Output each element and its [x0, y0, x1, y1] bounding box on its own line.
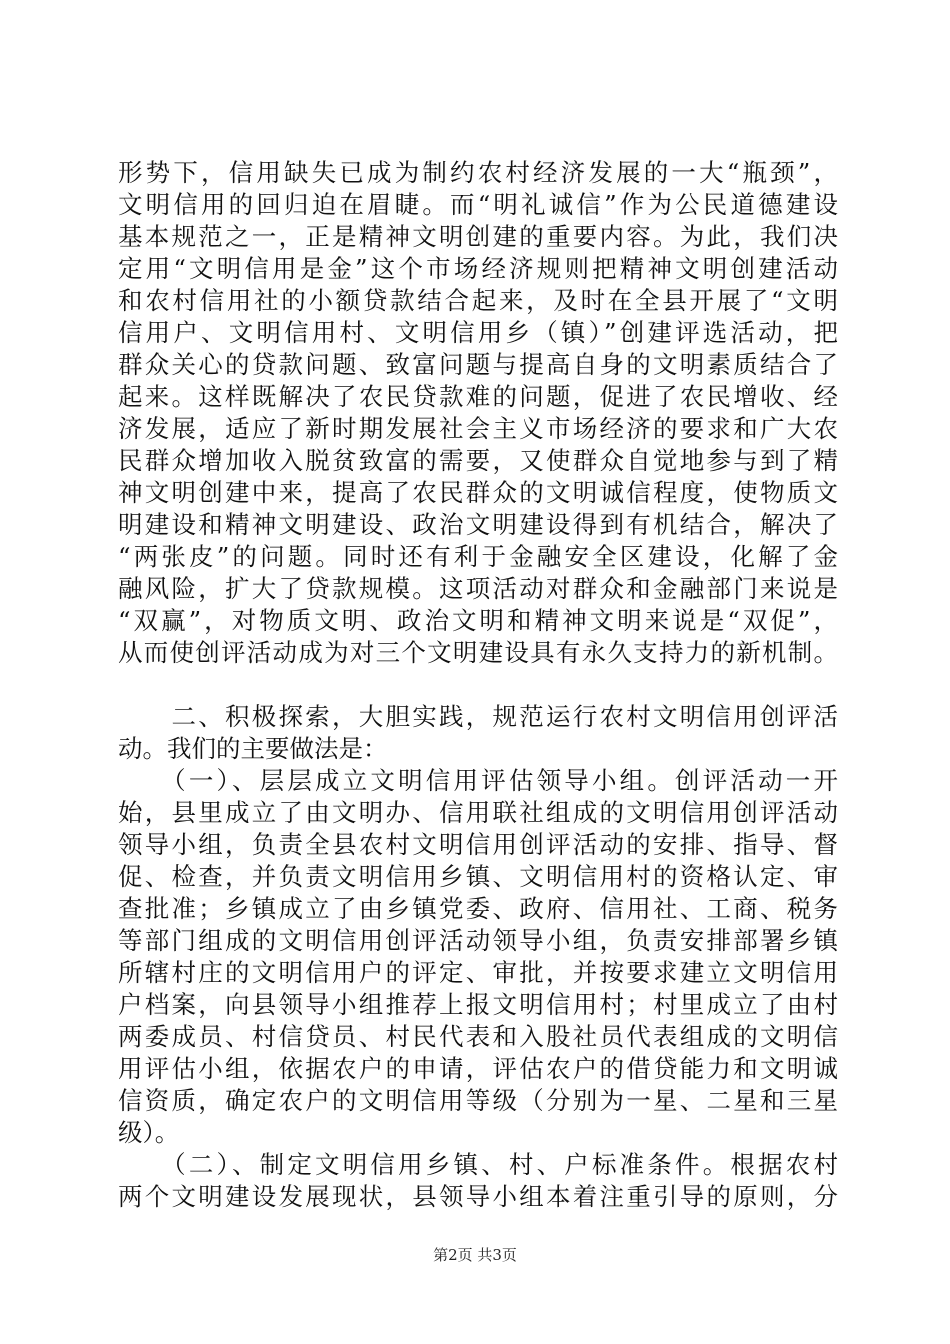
text-line: 促、检查，并负责文明信用乡镇、文明信用村的资格认定、审 [118, 862, 838, 891]
text-line: 两委成员、村信贷员、村民代表和入股社员代表组成的文明信 [118, 1022, 838, 1051]
text-line: 户档案，向县领导小组推荐上报文明信用村；村里成立了由村 [118, 990, 838, 1019]
text-line: 信用户、文明信用村、文明信用乡（镇）”创建评选活动，把 [118, 318, 838, 347]
paragraph-gap [118, 669, 838, 701]
text-line: 信资质，确定农户的文明信用等级（分别为一星、二星和三星 [118, 1086, 838, 1115]
text-line: 融风险，扩大了贷款规模。这项活动对群众和金融部门来说是 [118, 574, 838, 603]
text-line: 基本规范之一，正是精神文明创建的重要内容。为此，我们决 [118, 222, 838, 251]
text-line: 从而使创评活动成为对三个文明建设具有永久支持力的新机制。 [118, 638, 838, 667]
text-line: 神文明创建中来，提高了农民群众的文明诚信程度，使物质文 [118, 478, 838, 507]
text-line: 用评估小组，依据农户的申请，评估农户的借贷能力和文明诚 [118, 1054, 838, 1083]
text-line: 形势下，信用缺失已成为制约农村经济发展的一大“瓶颈”， [118, 158, 838, 187]
text-line: 和农村信用社的小额贷款结合起来，及时在全县开展了“文明 [118, 286, 838, 315]
text-line: 领导小组，负责全县农村文明信用创评活动的安排、指导、督 [118, 830, 838, 859]
text-line: 始，县里成立了由文明办、信用联社组成的文明信用创评活动 [118, 798, 838, 827]
text-line: 明建设和精神文明建设、政治文明建设得到有机结合，解决了 [118, 510, 838, 539]
paragraph-4 [118, 1149, 838, 1213]
page-number-footer: 第2页 共3页 [433, 1246, 517, 1264]
text-line: 济发展，适应了新时期发展社会主义市场经济的要求和广大农 [118, 414, 838, 443]
text-line: 民群众增加收入脱贫致富的需要，又使群众自觉地参与到了精 [118, 446, 838, 475]
paragraph-2 [118, 701, 838, 765]
text-line: 两个文明建设发展现状，县领导小组本着注重引导的原则，分 [118, 1182, 838, 1211]
text-line: 起来。这样既解决了农民贷款难的问题，促进了农民增收、经 [118, 382, 838, 411]
text-line: “双赢”，对物质文明、政治文明和精神文明来说是“双促”， [118, 606, 838, 635]
text-line: （二）、制定文明信用乡镇、村、户标准条件。根据农村 [118, 1150, 838, 1179]
text-line: 所辖村庄的文明信用户的评定、审批，并按要求建立文明信用 [118, 958, 838, 987]
text-line: 查批准；乡镇成立了由乡镇党委、政府、信用社、工商、税务 [118, 894, 838, 923]
text-line: 定用“文明信用是金”这个市场经济规则把精神文明创建活动 [118, 254, 838, 283]
text-line: “两张皮”的问题。同时还有利于金融安全区建设，化解了金 [118, 542, 838, 571]
text-line: 群众关心的贷款问题、致富问题与提高自身的文明素质结合了 [118, 350, 838, 379]
paragraph-1 [118, 157, 838, 669]
text-line: 等部门组成的文明信用创评活动领导小组，负责安排部署乡镇 [118, 926, 838, 955]
text-line: 文明信用的回归迫在眉睫。而“明礼诚信”作为公民道德建设 [118, 190, 838, 219]
text-line: 级）。 [118, 1118, 180, 1147]
paragraph-3 [118, 765, 838, 1149]
text-line: 动。我们的主要做法是： [118, 734, 388, 763]
text-line: （一）、层层成立文明信用评估领导小组。创评活动一开 [118, 766, 838, 795]
text-line: 二、积极探索，大胆实践，规范运行农村文明信用创评活 [118, 702, 838, 731]
document-body [118, 157, 838, 1213]
